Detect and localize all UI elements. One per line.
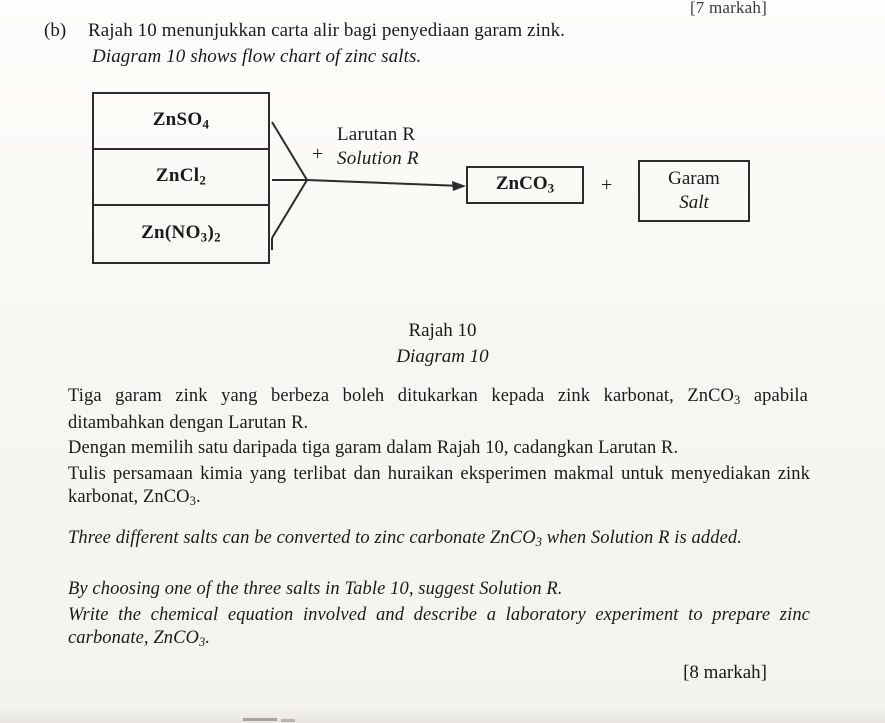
salt-formula: $Zn(NO_3)_2$ <box>141 222 221 245</box>
question-label: (b) <box>44 20 67 41</box>
salt-formula: ZnSO$_4$ <box>152 109 210 132</box>
paragraph-english-1 <box>68 527 810 554</box>
subscript: 3 <box>189 494 196 509</box>
product-box-znco3 <box>466 166 584 204</box>
salts-table <box>92 92 270 264</box>
solution-r-label-malay: Larutan R <box>337 124 416 145</box>
question-text-malay: Rajah 10 menunjukkan carta alir bagi penyediaan garam zink. <box>88 20 566 41</box>
question-text-english: Diagram 10 shows flow chart of zinc salts. <box>92 46 422 67</box>
paragraph-text: Three different salts can be converted to zinc carbonate ZnCO <box>68 528 536 548</box>
marks-bottom: [8 markah] <box>683 662 767 683</box>
paragraph-english-2: By choosing one of the three salts in Table 10, suggest Solution R. <box>68 579 563 599</box>
paragraph-english-3 <box>68 604 810 654</box>
paragraph-text: Tulis persamaan kimia yang terlibat dan huraikan eksperimen makmal untuk menyediakan zink karbonat, ZnCO <box>68 464 810 507</box>
paragraph-text: when Solution R is added. <box>542 528 742 548</box>
byproduct-label-english: Salt <box>679 192 709 213</box>
solution-r-label-english: Solution R <box>337 148 419 169</box>
salt-row-znso4 <box>94 94 268 150</box>
marks-top: [7 markah] <box>689 0 767 17</box>
salt-row-znno32 <box>94 206 268 262</box>
scan-artifact <box>243 718 277 721</box>
plus-sign-right: + <box>601 174 613 196</box>
paragraph-text: Write the chemical equation involved and describe a laboratory experiment to prepare zinc carbonate, ZnCO <box>68 605 810 648</box>
flow-chart-diagram <box>0 88 885 278</box>
product-formula: ZnCO$_3$ <box>495 173 555 196</box>
paragraph-text: apabila ditambahkan dengan Larutan R. <box>68 386 808 434</box>
scan-edge-shadow <box>0 707 885 723</box>
byproduct-label-malay: Garam <box>668 168 720 189</box>
subscript: 3 <box>199 635 206 650</box>
diagram-caption-english: Diagram 10 <box>396 346 489 367</box>
scan-artifact <box>281 719 295 722</box>
subscript: 3 <box>535 535 543 550</box>
paragraph-malay-1 <box>68 385 808 435</box>
salt-formula: ZnCl$_2$ <box>155 165 207 188</box>
byproduct-box-salt <box>638 160 750 222</box>
plus-sign-left: + <box>312 143 324 165</box>
paragraph-malay-3 <box>68 463 810 513</box>
paragraph-text: . <box>195 487 201 507</box>
paragraph-malay-2: Dengan memilih satu daripada tiga garam dalam Rajah 10, cadangkan Larutan R. <box>68 438 679 458</box>
salt-row-zncl2 <box>94 150 268 206</box>
paragraph-text: . <box>205 628 211 648</box>
paragraph-text: Tiga garam zink yang berbeza boleh ditukarkan kepada zink karbonat, ZnCO <box>68 386 735 406</box>
diagram-caption-malay: Rajah 10 <box>408 320 477 341</box>
subscript: 3 <box>734 393 741 408</box>
